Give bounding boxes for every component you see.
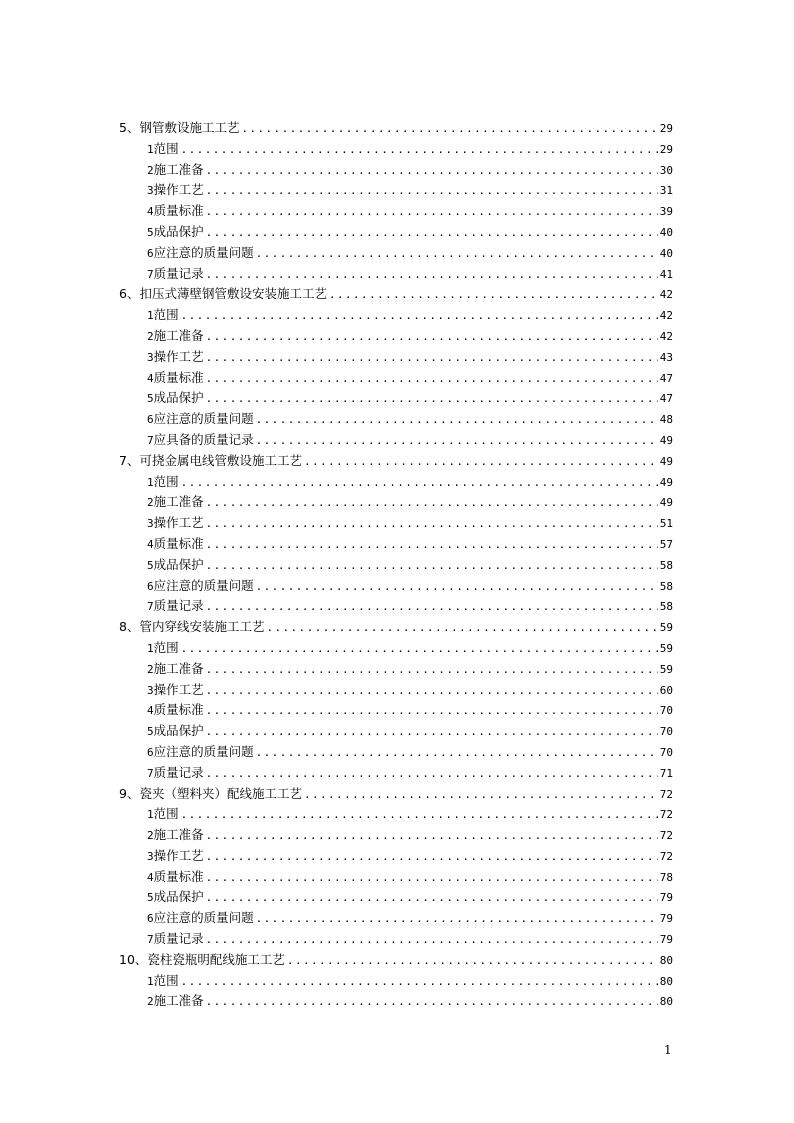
toc-page-number: 42 <box>659 309 673 323</box>
toc-subsection-label: 应注意的质量问题 <box>153 743 254 759</box>
dot-leader <box>206 161 658 182</box>
toc-subsection-number: 3 <box>147 184 154 198</box>
dot-leader <box>206 826 658 847</box>
toc-subsection-label: 应具备的质量记录 <box>153 431 254 447</box>
toc-subsection-label: 施工准备 <box>153 827 204 843</box>
toc-subsection-entry[interactable] <box>119 243 673 264</box>
dot-leader <box>206 223 658 244</box>
toc-subsection-label: 成品保护 <box>153 889 204 905</box>
toc-subsection-label: 范围 <box>153 307 179 323</box>
toc-subsection-entry[interactable] <box>119 388 673 409</box>
page-number: 1 <box>664 1043 672 1057</box>
toc-subsection-label: 操作工艺 <box>153 515 204 531</box>
toc-subsection-number: 7 <box>147 267 154 281</box>
toc-page-number: 58 <box>659 600 673 614</box>
toc-subsection-label: 范围 <box>153 473 179 489</box>
dot-leader <box>206 327 658 348</box>
toc-subsection-number: 2 <box>147 995 154 1009</box>
dot-leader <box>181 639 658 660</box>
dot-leader <box>206 597 658 618</box>
toc-subsection-label: 施工准备 <box>153 327 204 343</box>
toc-subsection-label: 范围 <box>153 806 179 822</box>
toc-subsection-number: 6 <box>147 912 154 926</box>
toc-subsection-number: 4 <box>147 205 154 219</box>
toc-subsection-label: 操作工艺 <box>153 847 204 863</box>
toc-subsection-entry[interactable] <box>119 368 673 389</box>
toc-section-entry[interactable] <box>119 284 673 305</box>
toc-subsection-number: 3 <box>147 350 154 364</box>
toc-subsection-entry[interactable] <box>119 264 673 285</box>
dot-leader <box>241 119 657 140</box>
toc-page-number: 60 <box>659 683 673 697</box>
dot-leader <box>206 202 658 223</box>
toc-subsection-label: 应注意的质量问题 <box>153 910 254 926</box>
dot-leader <box>206 369 658 390</box>
toc-page-number: 49 <box>659 475 673 489</box>
toc-subsection-number: 2 <box>147 163 154 177</box>
dot-leader <box>329 285 658 306</box>
toc-subsection-number: 4 <box>147 704 154 718</box>
toc-subsection-entry[interactable] <box>119 908 673 929</box>
dot-leader <box>304 452 658 473</box>
toc-page-number: 51 <box>659 517 673 531</box>
toc-subsection-label: 应注意的质量问题 <box>153 411 254 427</box>
dot-leader <box>206 888 658 909</box>
dot-leader <box>256 743 658 764</box>
dot-leader <box>181 805 658 826</box>
toc-subsection-number: 1 <box>147 475 154 489</box>
toc-subsection-label: 质量标准 <box>153 369 204 385</box>
toc-subsection-entry[interactable] <box>119 409 673 430</box>
toc-subsection-label: 施工准备 <box>153 993 204 1009</box>
toc-page-number: 80 <box>659 953 673 967</box>
dot-leader <box>206 722 658 743</box>
toc-subsection-entry[interactable] <box>119 305 673 326</box>
toc-subsection-label: 范围 <box>153 972 179 988</box>
toc-subsection-entry[interactable] <box>119 887 673 908</box>
toc-subsection-entry[interactable] <box>119 160 673 181</box>
toc-subsection-number: 5 <box>147 392 154 406</box>
dot-leader <box>206 701 658 722</box>
toc-subsection-entry[interactable] <box>119 825 673 846</box>
toc-subsection-label: 应注意的质量问题 <box>153 244 254 260</box>
toc-subsection-number: 2 <box>147 329 154 343</box>
toc-page-number: 29 <box>659 122 673 135</box>
toc-section-label: 5、钢管敷设施工工艺 <box>119 120 240 135</box>
toc-subsection-number: 2 <box>147 829 154 843</box>
toc-subsection-number: 7 <box>147 766 154 780</box>
toc-subsection-entry[interactable] <box>119 867 673 888</box>
dot-leader <box>287 951 658 972</box>
toc-page-number: 47 <box>659 392 673 406</box>
toc-page-number: 49 <box>659 454 673 468</box>
dot-leader <box>206 764 658 785</box>
dot-leader <box>181 972 658 993</box>
toc-page-number: 48 <box>659 413 673 427</box>
toc-page-number: 70 <box>659 745 673 759</box>
toc-subsection-number: 1 <box>147 974 154 988</box>
toc-subsection-entry[interactable] <box>119 326 673 347</box>
dot-leader <box>206 992 658 1013</box>
toc-subsection-entry[interactable] <box>119 430 673 451</box>
dot-leader <box>256 431 658 452</box>
toc-subsection-label: 操作工艺 <box>153 681 204 697</box>
table-of-contents <box>119 118 673 1012</box>
toc-page-number: 57 <box>659 537 673 551</box>
toc-subsection-label: 质量标准 <box>153 535 204 551</box>
dot-leader <box>206 535 658 556</box>
toc-subsection-number: 6 <box>147 413 154 427</box>
dot-leader <box>206 389 658 410</box>
dot-leader <box>206 493 658 514</box>
toc-page-number: 30 <box>659 163 673 177</box>
toc-subsection-entry[interactable] <box>119 576 673 597</box>
dot-leader <box>256 244 658 265</box>
toc-subsection-number: 2 <box>147 496 154 510</box>
toc-page-number: 47 <box>659 371 673 385</box>
toc-subsection-entry[interactable] <box>119 472 673 493</box>
toc-section-label: 6、扣压式薄壁钢管敷设安装施工工艺 <box>119 286 327 302</box>
dot-leader <box>206 681 658 702</box>
toc-page-number: 80 <box>659 995 673 1009</box>
toc-page-number: 70 <box>659 725 673 739</box>
toc-subsection-number: 1 <box>147 641 154 655</box>
toc-subsection-entry[interactable] <box>119 804 673 825</box>
dot-leader <box>304 785 658 806</box>
toc-subsection-entry[interactable] <box>119 659 673 680</box>
toc-page-number: 31 <box>659 184 673 198</box>
toc-subsection-entry[interactable] <box>119 991 673 1012</box>
toc-page-number: 43 <box>659 350 673 364</box>
dot-leader <box>206 514 658 535</box>
toc-subsection-number: 2 <box>147 662 154 676</box>
toc-subsection-label: 质量标准 <box>153 868 204 884</box>
toc-page-number: 42 <box>659 329 673 343</box>
toc-subsection-number: 7 <box>147 433 154 447</box>
toc-subsection-entry[interactable] <box>119 222 673 243</box>
toc-subsection-number: 6 <box>147 579 154 593</box>
dot-leader <box>256 410 658 431</box>
toc-page-number: 71 <box>659 766 673 780</box>
toc-subsection-number: 6 <box>147 745 154 759</box>
toc-subsection-number: 1 <box>147 142 154 156</box>
toc-subsection-label: 成品保护 <box>153 723 204 739</box>
toc-subsection-entry[interactable] <box>119 534 673 555</box>
toc-page-number: 72 <box>659 808 673 822</box>
dot-leader <box>266 618 657 639</box>
toc-subsection-label: 成品保护 <box>153 223 204 239</box>
dot-leader <box>181 306 658 327</box>
toc-section-entry[interactable] <box>119 950 673 971</box>
toc-page-number: 58 <box>659 558 673 572</box>
toc-subsection-entry[interactable] <box>119 721 673 742</box>
toc-subsection-number: 3 <box>147 683 154 697</box>
toc-subsection-number: 3 <box>147 849 154 863</box>
toc-page-number: 49 <box>659 433 673 447</box>
toc-subsection-label: 成品保护 <box>153 390 204 406</box>
toc-subsection-number: 3 <box>147 517 154 531</box>
toc-subsection-number: 7 <box>147 933 154 947</box>
toc-subsection-label: 质量记录 <box>153 764 204 780</box>
toc-subsection-number: 5 <box>147 891 154 905</box>
toc-page-number: 41 <box>659 267 673 281</box>
dot-leader <box>256 577 658 598</box>
dot-leader <box>206 847 658 868</box>
toc-subsection-number: 4 <box>147 371 154 385</box>
toc-section-entry[interactable] <box>119 451 673 472</box>
toc-page-number: 59 <box>659 641 673 655</box>
toc-subsection-label: 成品保护 <box>153 556 204 572</box>
toc-subsection-number: 6 <box>147 246 154 260</box>
toc-page-number: 72 <box>659 849 673 863</box>
toc-section-label: 9、瓷夹（塑料夹）配线施工工艺 <box>119 785 302 801</box>
toc-subsection-entry[interactable] <box>119 700 673 721</box>
dot-leader <box>206 348 658 369</box>
toc-section-label: 8、管内穿线安装施工工艺 <box>119 619 265 635</box>
toc-page-number: 42 <box>659 288 673 302</box>
toc-subsection-number: 7 <box>147 600 154 614</box>
toc-subsection-number: 1 <box>147 808 154 822</box>
toc-subsection-entry[interactable] <box>119 513 673 534</box>
toc-subsection-label: 质量标准 <box>153 702 204 718</box>
toc-section-entry[interactable] <box>119 118 673 139</box>
toc-page-number: 70 <box>659 704 673 718</box>
toc-subsection-label: 操作工艺 <box>153 348 204 364</box>
toc-page-number: 40 <box>659 246 673 260</box>
toc-subsection-label: 范围 <box>153 639 179 655</box>
dot-leader <box>206 556 658 577</box>
toc-subsection-entry[interactable] <box>119 638 673 659</box>
dot-leader <box>206 265 658 286</box>
toc-subsection-label: 应注意的质量问题 <box>153 577 254 593</box>
toc-page-number: 58 <box>659 579 673 593</box>
dot-leader <box>206 868 658 889</box>
toc-page-number: 29 <box>659 142 673 156</box>
toc-page-number: 59 <box>659 621 673 635</box>
toc-section-label: 7、可挠金属电线管敷设施工工艺 <box>119 452 302 468</box>
toc-subsection-entry[interactable] <box>119 742 673 763</box>
toc-subsection-label: 施工准备 <box>153 660 204 676</box>
toc-subsection-label: 施工准备 <box>153 161 204 177</box>
toc-page-number: 79 <box>659 933 673 947</box>
toc-page-number: 78 <box>659 870 673 884</box>
toc-subsection-number: 5 <box>147 558 154 572</box>
toc-subsection-label: 质量记录 <box>153 598 204 614</box>
toc-subsection-number: 5 <box>147 225 154 239</box>
toc-subsection-entry[interactable] <box>119 929 673 950</box>
toc-subsection-entry[interactable] <box>119 680 673 701</box>
toc-subsection-label: 质量记录 <box>153 265 204 281</box>
toc-subsection-entry[interactable] <box>119 492 673 513</box>
toc-page-number: 72 <box>659 787 673 801</box>
toc-subsection-entry[interactable] <box>119 139 673 160</box>
toc-subsection-label: 质量记录 <box>153 931 204 947</box>
toc-section-entry[interactable] <box>119 784 673 805</box>
dot-leader <box>206 181 658 202</box>
toc-page-number: 39 <box>659 205 673 219</box>
toc-subsection-label: 范围 <box>153 140 179 156</box>
toc-subsection-entry[interactable] <box>119 180 673 201</box>
toc-page-number: 40 <box>659 225 673 239</box>
toc-subsection-entry[interactable] <box>119 347 673 368</box>
dot-leader <box>181 473 658 494</box>
toc-subsection-entry[interactable] <box>119 555 673 576</box>
dot-leader <box>181 140 658 161</box>
dot-leader <box>206 930 658 951</box>
toc-subsection-number: 5 <box>147 725 154 739</box>
toc-subsection-entry[interactable] <box>119 971 673 992</box>
toc-page-number: 80 <box>659 974 673 988</box>
toc-subsection-label: 施工准备 <box>153 494 204 510</box>
toc-subsection-entry[interactable] <box>119 846 673 867</box>
dot-leader <box>256 909 658 930</box>
toc-subsection-entry[interactable] <box>119 596 673 617</box>
toc-page-number: 49 <box>659 496 673 510</box>
toc-subsection-label: 质量标准 <box>153 203 204 219</box>
toc-page-number: 59 <box>659 662 673 676</box>
toc-subsection-entry[interactable] <box>119 201 673 222</box>
toc-subsection-number: 4 <box>147 870 154 884</box>
toc-page-number: 79 <box>659 891 673 905</box>
dot-leader <box>206 660 658 681</box>
toc-subsection-number: 1 <box>147 309 154 323</box>
toc-subsection-entry[interactable] <box>119 763 673 784</box>
toc-section-label: 10、瓷柱瓷瓶明配线施工工艺 <box>119 951 285 967</box>
toc-page-number: 72 <box>659 829 673 843</box>
toc-subsection-number: 4 <box>147 537 154 551</box>
toc-section-entry[interactable] <box>119 617 673 638</box>
toc-subsection-label: 操作工艺 <box>153 182 204 198</box>
toc-page-number: 79 <box>659 912 673 926</box>
